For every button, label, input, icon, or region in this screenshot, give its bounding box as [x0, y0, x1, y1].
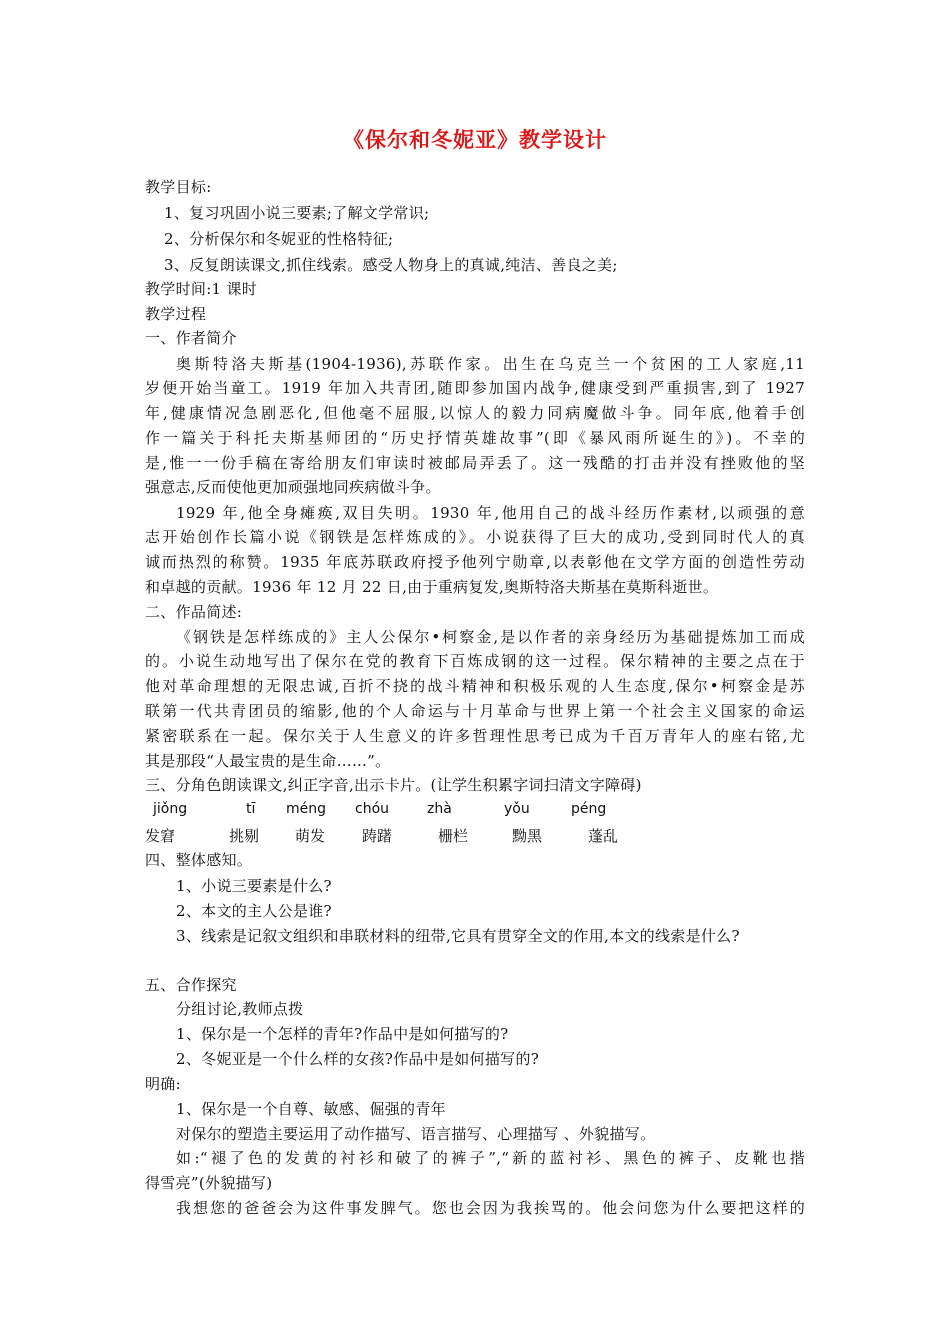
- pinyin: péng: [571, 801, 607, 817]
- text-line: 如:“褪了色的发黄的衬衫和破了的裤子”,“新的蓝衬衫、黑色的裤子、皮靴也揩: [176, 1149, 805, 1167]
- text-line: 作一篇关于科托夫斯基师团的“历史抒情英雄故事”(即《暴风雨所诞生的》)。不幸的: [145, 429, 805, 447]
- vocab-word: 黝黑: [512, 827, 543, 845]
- vocab-word: 栅栏: [438, 827, 469, 845]
- text-line: 强意志,反而使他更加顽强地同疾病做斗争。: [145, 478, 441, 496]
- text-line: 我想您的爸爸会为这件事发脾气。您也会因为我挨骂的。他会问您为什么要把这样的: [176, 1199, 805, 1217]
- vocab-word: 萌发: [295, 827, 326, 845]
- vocab-word: 发窘: [145, 827, 176, 845]
- pinyin: zhà: [427, 801, 452, 817]
- pinyin: yǒu: [504, 801, 530, 817]
- text-line: 紧密联系在一起。保尔关于人生意义的许多哲理性思考已成为千百万青年人的座右铭,尤: [145, 727, 805, 745]
- text-line: 教学目标:: [145, 178, 212, 196]
- text-line: 1、复习巩固小说三要素;了解文学常识;: [164, 204, 430, 222]
- pinyin: jiǒng: [153, 801, 188, 817]
- text-line: 2、冬妮亚是一个什么样的女孩?作品中是如何描写的?: [176, 1050, 540, 1068]
- text-line: 2、本文的主人公是谁?: [176, 902, 332, 920]
- text-line: 是,惟一一份手稿在寄给朋友们审读时被邮局弄丢了。这一残酷的打击并没有挫败他的坚: [145, 454, 805, 472]
- text-line: 《钢铁是怎样练成的》主人公保尔•柯察金,是以作者的亲身经历为基础提炼加工而成: [176, 628, 805, 646]
- text-line: 教学时间:1 课时: [145, 280, 258, 298]
- text-line: 3、反复朗读课文,抓住线索。感受人物身上的真诚,纯洁、善良之美;: [164, 256, 618, 274]
- text-line: 诚而热烈的称赞。1935 年底苏联政府授予他列宁勋章,以表彰他在文学方面的创造性劳动: [145, 553, 805, 571]
- text-line: 岁便开始当童工。1919 年加入共青团,随即参加国内战争,健康受到严重损害,到了 1927: [145, 379, 805, 397]
- vocab-word: 蓬乱: [588, 827, 619, 845]
- section-heading: 一、作者简介: [145, 329, 237, 347]
- text-line: 1929 年,他全身瘫痪,双目失明。1930 年,他用自己的战斗经历作素材,以顽强的意: [176, 504, 805, 522]
- text-line: 志开始创作长篇小说《钢铁是怎样炼成的》。小说获得了巨大的成功,受到同时代人的真: [145, 528, 805, 546]
- text-line: 3、线索是记叙文组织和串联材料的纽带,它具有贯穿全文的作用,本文的线索是什么?: [176, 927, 740, 945]
- text-line: 的。小说生动地写出了保尔在党的教育下百炼成钢的这一过程。保尔精神的主要之点在于: [145, 652, 805, 670]
- pinyin: méng: [286, 801, 327, 817]
- text-line: 对保尔的塑造主要运用了动作描写、语言描写、心理描写 、外貌描写。: [176, 1125, 656, 1143]
- text-line: 他对革命理想的无限忠诚,百折不挠的战斗精神和积极乐观的人生态度,保尔•柯察金是苏: [145, 677, 805, 695]
- vocab-word: 挑剔: [229, 827, 260, 845]
- text-line: 得雪亮”(外貌描写): [145, 1174, 273, 1192]
- text-line: 和卓越的贡献。1936 年 12 月 22 日,由于重病复发,奥斯特洛夫斯基在莫斯科逝世。: [145, 578, 719, 596]
- text-line: 教学过程: [145, 305, 207, 323]
- section-heading: 五、合作探究: [145, 976, 237, 994]
- text-line: 1、保尔是一个怎样的青年?作品中是如何描写的?: [176, 1025, 509, 1043]
- text-line: 联第一代共青团员的缩影,他的个人命运与十月革命与世界上第一个社会主义国家的命运: [145, 702, 805, 720]
- text-line: 1、保尔是一个自尊、敏感、倔强的青年: [176, 1100, 446, 1118]
- text-line: 1、小说三要素是什么?: [176, 877, 332, 895]
- text-line: 其是那段“人最宝贵的是生命……”。: [145, 752, 391, 770]
- pinyin: chóu: [355, 801, 390, 817]
- text-line: 分组讨论,教师点拨: [176, 1000, 304, 1018]
- section-heading: 二、作品简述:: [145, 603, 243, 621]
- section-heading: 四、整体感知。: [145, 851, 253, 869]
- text-line: 奥斯特洛夫斯基(1904-1936),苏联作家。出生在乌克兰一个贫困的工人家庭,11: [176, 355, 805, 373]
- text-line: 明确:: [145, 1075, 181, 1093]
- pinyin: tī: [246, 801, 256, 817]
- text-line: 年,健康情况急剧恶化,但他毫不屈服,以惊人的毅力同病魔做斗争。同年底,他着手创: [145, 404, 805, 422]
- text-line: 2、分析保尔和冬妮亚的性格特征;: [164, 230, 394, 248]
- page-title: 《保尔和冬妮亚》教学设计: [343, 128, 607, 152]
- section-heading: 三、分角色朗读课文,纠正字音,出示卡片。(让学生积累字词扫清文字障碍): [145, 776, 642, 794]
- vocab-word: 踌躇: [362, 827, 393, 845]
